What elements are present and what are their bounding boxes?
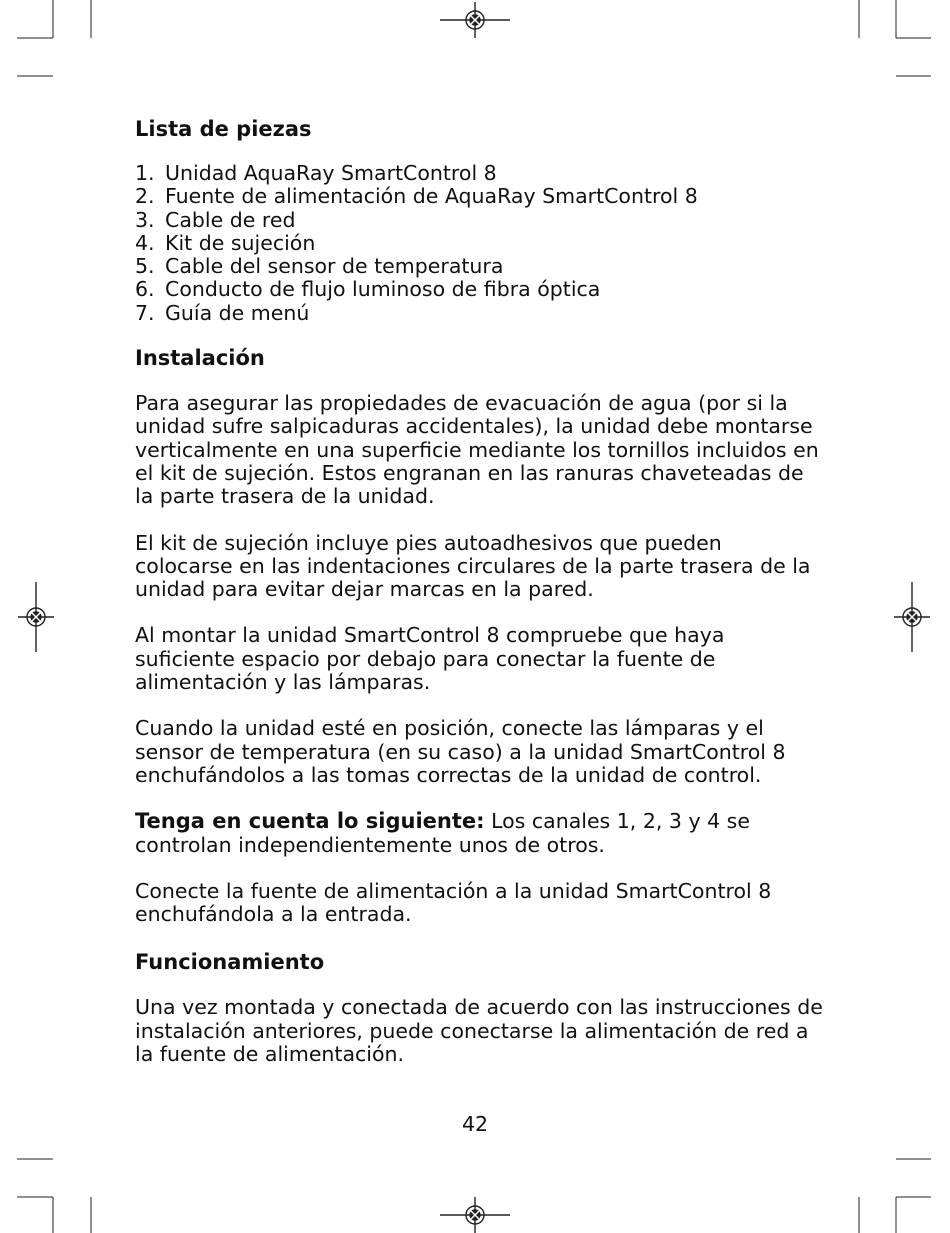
note-text: Los canales 1, 2, 3 y 4 se controlan independientemente unos de otros. <box>135 809 750 857</box>
installation-paragraph: Conecte la fuente de alimentación a la unidad SmartControl 8 enchufándola a la entrada. <box>135 878 772 927</box>
list-item-number: 1. <box>135 161 155 185</box>
list-item-number: 7. <box>135 300 155 325</box>
parts-list <box>135 162 825 325</box>
list-item-number: 2. <box>135 184 155 209</box>
registration-mark-icon <box>440 1197 510 1233</box>
list-item-text: Fuente de alimentación de AquaRay SmartControl 8 <box>165 184 698 209</box>
operation-heading: Funcionamiento <box>135 950 325 975</box>
note-paragraph <box>135 810 825 857</box>
list-item <box>135 255 825 278</box>
list-item-text: Cable de red <box>165 207 296 232</box>
list-item <box>135 302 825 325</box>
installation-paragraph: Al montar la unidad SmartControl 8 compruebe que haya suficiente espacio por debajo para conectar la fuente de alimentación y las lámparas. <box>135 623 725 695</box>
registration-mark-icon <box>18 582 54 652</box>
crop-mark-icon <box>859 0 931 76</box>
list-item-text: Kit de sujeción <box>165 230 316 255</box>
operation-paragraph: Una vez montada y conectada de acuerdo con las instrucciones de instalación anteriores, puede conectarse la alimentación de red a la fuente de alimentación. <box>135 995 823 1067</box>
crop-mark-icon <box>17 0 91 76</box>
list-item-text: Unidad AquaRay SmartControl 8 <box>165 161 497 185</box>
installation-paragraph: Para asegurar las propiedades de evacuación de agua (por si la unidad sufre salpicaduras accidentales), la unidad debe montarse verticalmente en una superficie mediante los tornillos incluidos en el kit de sujeción. Estos engranan en las ranuras chaveteadas de la parte trasera de la unidad. <box>135 391 819 509</box>
list-item-text: Conducto de flujo luminoso de fibra óptica <box>165 277 601 302</box>
list-item <box>135 162 825 185</box>
list-item <box>135 232 825 255</box>
installation-heading: Instalación <box>135 346 265 371</box>
list-item <box>135 278 825 301</box>
crop-mark-icon <box>859 1159 931 1233</box>
crop-mark-icon <box>17 1159 91 1233</box>
parts-list-heading: Lista de piezas <box>135 117 312 141</box>
installation-paragraph: Cuando la unidad esté en posición, conecte las lámparas y el sensor de temperatura (en su caso) a la unidad SmartControl 8 enchufándolos a las tomas correctas de la unidad de control. <box>135 716 786 787</box>
list-item-number: 5. <box>135 254 155 279</box>
list-item-number: 4. <box>135 230 155 255</box>
installation-paragraph: El kit de sujeción incluye pies autoadhesivos que pueden colocarse en las indentaciones circulares de la parte trasera de la unidad para evitar dejar marcas en la pared. <box>135 530 811 602</box>
list-item <box>135 209 825 232</box>
list-item-number: 3. <box>135 207 155 232</box>
page-content <box>135 116 825 1066</box>
registration-mark-icon <box>894 582 930 652</box>
registration-mark-icon <box>440 2 510 38</box>
page-number: 42 <box>461 1112 489 1136</box>
list-item-number: 6. <box>135 277 155 302</box>
note-label: Tenga en cuenta lo siguiente: <box>135 809 485 834</box>
list-item-text: Cable del sensor de temperatura <box>165 254 504 279</box>
list-item-text: Guía de menú <box>165 300 310 325</box>
list-item <box>135 185 825 208</box>
